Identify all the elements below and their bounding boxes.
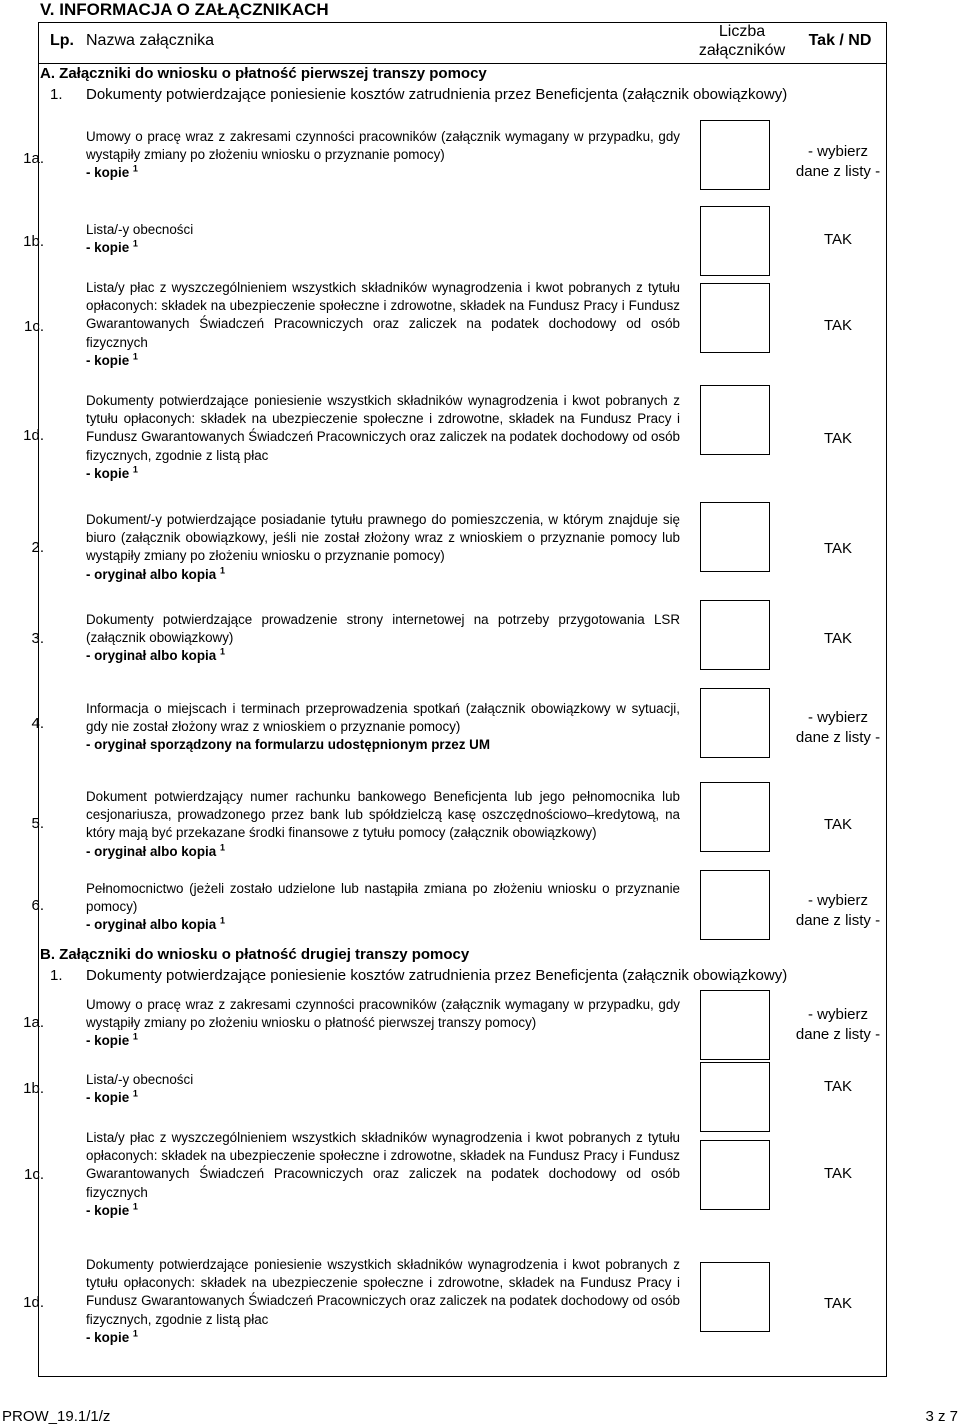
row-description [86, 392, 680, 483]
section-a-sub-num: 1. [50, 86, 63, 103]
section-b-title: B. Załączniki do wniosku o płatność drugiej transzy pomocy [40, 946, 470, 963]
row-copy-type [86, 647, 680, 665]
select-value-line1: TAK [823, 540, 853, 557]
select-value-line1: TAK [823, 317, 853, 334]
row-number: 1b. [23, 233, 44, 250]
table-bottom-border [38, 1376, 887, 1377]
yes-no-select[interactable] [778, 708, 898, 748]
copy-type-label: - oryginał albo kopia [86, 843, 217, 859]
yes-no-select[interactable] [778, 1005, 898, 1045]
attachment-count-input[interactable] [700, 283, 770, 353]
yes-no-select[interactable] [778, 429, 898, 449]
row-text: Dokument/-y potwierdzające posiadanie tytułu prawnego do pomieszczenia, w którym znajduje się biuro (załącznik obowiązkowy, jeśli nie został złożony wraz z wnioskiem o przyznanie pomocy lub wystąpiły zmiany po złożeniu wniosku o przyznanie pomocy) [86, 512, 680, 564]
select-value-line2: dane z listy - [795, 729, 881, 746]
attachment-count-input[interactable] [700, 1062, 770, 1132]
yes-no-select[interactable] [778, 815, 898, 835]
attachment-count-input[interactable] [700, 385, 770, 455]
yes-no-select[interactable] [778, 629, 898, 649]
select-value-line1: TAK [823, 430, 853, 447]
footnote-ref: 1 [219, 842, 225, 853]
row-number: 1b. [23, 1080, 44, 1097]
form-code: PROW_19.1/1/z [2, 1408, 111, 1425]
attachment-count-input[interactable] [700, 502, 770, 572]
yes-no-select[interactable] [778, 1164, 898, 1184]
row-description [86, 611, 680, 666]
row-number: 2. [31, 539, 44, 556]
section-b-sub-title: Dokumenty potwierdzające poniesienie kosztów zatrudnienia przez Beneficjenta (załącznik obowiązkowy) [86, 967, 788, 984]
select-value-line2: dane z listy - [795, 912, 881, 929]
row-copy-type [86, 1089, 680, 1107]
attachment-count-input[interactable] [700, 688, 770, 758]
select-value-line1: TAK [823, 1078, 853, 1095]
row-text: Lista/-y obecności [86, 1072, 194, 1087]
page-number: 3 z 7 [925, 1408, 958, 1425]
footnote-ref: 1 [132, 238, 138, 249]
row-number: 5. [31, 815, 44, 832]
yes-no-select[interactable] [778, 142, 898, 182]
select-value-line1: TAK [823, 630, 853, 647]
row-description [86, 1129, 680, 1220]
footnote-ref: 1 [132, 1031, 138, 1042]
row-copy-type [86, 465, 680, 483]
row-text: Umowy o pracę wraz z zakresami czynności pracowników (załącznik wymagany w przypadku, gdy wystąpiły zmiany po złożeniu wniosku o płatność pierwszej transzy pomocy) [86, 997, 680, 1031]
row-description [86, 221, 680, 257]
page-title: V. INFORMACJA O ZAŁĄCZNIKACH [40, 0, 329, 19]
row-text: Dokumenty potwierdzające poniesienie wszystkich składników wynagrodzenia i kwot pobranych z tytułu opłaconych: składek na ubezpieczenie społeczne i zdrowotne, składek na Fundusz Pracy i Fundusz Gwarantowanych Świadczeń Pracowniczych oraz zaliczek na podatek dochodowy od osób fizycznych, zgodnie z listą płac [86, 393, 680, 463]
row-text: Dokumenty potwierdzające poniesienie wszystkich składników wynagrodzenia i kwot pobranych z tytułu opłaconych: składek na ubezpieczenie społeczne i zdrowotne, składek na Fundusz Pracy i Fundusz Gwarantowanych Świadczeń Pracowniczych oraz zaliczek na podatek dochodowy od osób fizycznych, zgodnie z listą płac [86, 1257, 680, 1327]
select-value-line1: - wybierz [807, 892, 868, 909]
yes-no-select[interactable] [778, 230, 898, 250]
header-count [672, 22, 812, 60]
copy-type-label: - kopie [86, 352, 130, 368]
attachment-count-input[interactable] [700, 990, 770, 1060]
row-text: Umowy o pracę wraz z zakresami czynności pracowników (załącznik wymagany w przypadku, gdy wystąpiły zmiany po złożeniu wniosku o przyznanie pomocy) [86, 129, 680, 163]
footnote-ref: 1 [132, 1328, 138, 1339]
copy-type-label: - kopie [86, 240, 130, 256]
header-divider [38, 63, 887, 64]
row-description [86, 511, 680, 584]
yes-no-select[interactable] [778, 1294, 898, 1314]
row-copy-type [86, 916, 680, 934]
footnote-ref: 1 [132, 163, 138, 174]
header-yes-no: Tak / ND [808, 32, 872, 49]
select-value-line1: - wybierz [807, 709, 868, 726]
footnote-ref: 1 [132, 1088, 138, 1099]
row-copy-type [86, 164, 680, 182]
copy-type-label: - kopie [86, 1329, 130, 1345]
footnote-ref: 1 [219, 565, 225, 576]
yes-no-select[interactable] [778, 1077, 898, 1097]
header-lp: Lp. [50, 32, 74, 49]
row-number: 3. [31, 630, 44, 647]
select-value-line1: TAK [823, 231, 853, 248]
row-description [86, 1256, 680, 1347]
copy-type-label: - oryginał albo kopia [86, 917, 217, 933]
row-copy-type [86, 1032, 680, 1050]
attachment-count-input[interactable] [700, 120, 770, 190]
attachment-count-input[interactable] [700, 206, 770, 276]
row-number: 6. [31, 897, 44, 914]
copy-type-label: - oryginał albo kopia [86, 566, 217, 582]
footnote-ref: 1 [132, 464, 138, 475]
footnote-ref: 1 [219, 915, 225, 926]
row-number: 1a. [23, 1014, 44, 1031]
row-text: Pełnomocnictwo (jeżeli zostało udzielone lub nastąpiła zmiana po złożeniu wniosku o przyznanie pomocy) [86, 881, 680, 915]
row-text: Lista/y płac z wyszczególnieniem wszystkich składników wynagrodzenia i kwot pobranych z tytułu opłaconych: składek na ubezpieczenie społeczne i zdrowotne, składek na Fundusz Pracy i Fundusz Gwarantowanych Świadczeń Pracowniczych oraz zaliczek na podatek dochodowy od osób fizycznych [86, 280, 680, 350]
row-copy-type [86, 239, 680, 257]
attachment-count-input[interactable] [700, 600, 770, 670]
header-name: Nazwa załącznika [86, 32, 215, 49]
row-number: 4. [31, 715, 44, 732]
yes-no-select[interactable] [778, 891, 898, 931]
footnote-ref: 1 [132, 1201, 138, 1212]
row-description [86, 1071, 680, 1107]
header-count-line2: załączników [698, 42, 786, 59]
row-description [86, 996, 680, 1051]
select-value-line2: dane z listy - [795, 163, 881, 180]
row-text: Informacja o miejscach i terminach przeprowadzenia spotkań (załącznik obowiązkowy w sytuacji, gdy nie został złożony wraz z wnioskiem o przyznanie pomocy) [86, 701, 680, 735]
row-number: 1a. [23, 150, 44, 167]
row-text: Lista/y płac z wyszczególnieniem wszystkich składników wynagrodzenia i kwot pobranych z tytułu opłaconych: składek na ubezpieczenie społeczne i zdrowotne, składek na Fundusz Pracy i Fundusz Gwarantowanych Świadczeń Pracowniczych oraz zaliczek na podatek dochodowy od osób fizycznych [86, 1130, 680, 1200]
row-text: Dokument potwierdzający numer rachunku bankowego Beneficjenta lub jego pełnomocnika lub cesjonariusza, prowadzonego przez bank lub spółdzielczą kasę oszczędnościowo–kredytową, na który mają być przekazane środki finansowe z tytułu pomocy (załącznik obowiązkowy) [86, 789, 680, 841]
attachment-count-input[interactable] [700, 1262, 770, 1332]
row-description [86, 788, 680, 861]
section-a-title: A. Załączniki do wniosku o płatność pierwszej transzy pomocy [40, 65, 487, 82]
select-value-line1: TAK [823, 816, 853, 833]
section-b-sub-num: 1. [50, 967, 63, 984]
row-description [86, 279, 680, 370]
attachment-count-input[interactable] [700, 1140, 770, 1210]
row-copy-type [86, 736, 680, 754]
attachment-count-input[interactable] [700, 782, 770, 852]
select-value-line1: - wybierz [807, 1006, 868, 1023]
copy-type-label: - oryginał albo kopia [86, 648, 217, 664]
footnote-ref: 1 [132, 351, 138, 362]
section-a-sub-title: Dokumenty potwierdzające poniesienie kosztów zatrudnienia przez Beneficjenta (załącznik obowiązkowy) [86, 86, 788, 103]
copy-type-label: - kopie [86, 1033, 130, 1049]
row-number: 1d. [23, 427, 44, 444]
footnote-ref: 1 [219, 646, 225, 657]
select-value-line1: TAK [823, 1295, 853, 1312]
row-copy-type [86, 1329, 680, 1347]
row-copy-type [86, 566, 680, 584]
row-number: 1c. [23, 318, 44, 335]
row-number: 1c. [23, 1166, 44, 1183]
yes-no-select[interactable] [778, 316, 898, 336]
select-value-line1: - wybierz [807, 143, 868, 160]
row-description [86, 700, 680, 755]
row-text: Lista/-y obecności [86, 222, 194, 237]
select-value-line2: dane z listy - [795, 1026, 881, 1043]
yes-no-select[interactable] [778, 539, 898, 559]
copy-type-label: - kopie [86, 165, 130, 181]
row-description [86, 880, 680, 935]
copy-type-label: - kopie [86, 1202, 130, 1218]
row-copy-type [86, 352, 680, 370]
select-value-line1: TAK [823, 1165, 853, 1182]
copy-type-label: - kopie [86, 465, 130, 481]
attachment-count-input[interactable] [700, 870, 770, 940]
header-count-line1: Liczba [718, 23, 766, 40]
copy-type-label: - kopie [86, 1090, 130, 1106]
row-copy-type [86, 843, 680, 861]
row-description [86, 128, 680, 183]
copy-type-label: - oryginał sporządzony na formularzu udostępnionym przez UM [86, 737, 490, 753]
row-text: Dokumenty potwierdzające prowadzenie strony internetowej na potrzeby przygotowania LSR (załącznik obowiązkowy) [86, 612, 680, 646]
row-number: 1d. [23, 1294, 44, 1311]
row-copy-type [86, 1202, 680, 1220]
